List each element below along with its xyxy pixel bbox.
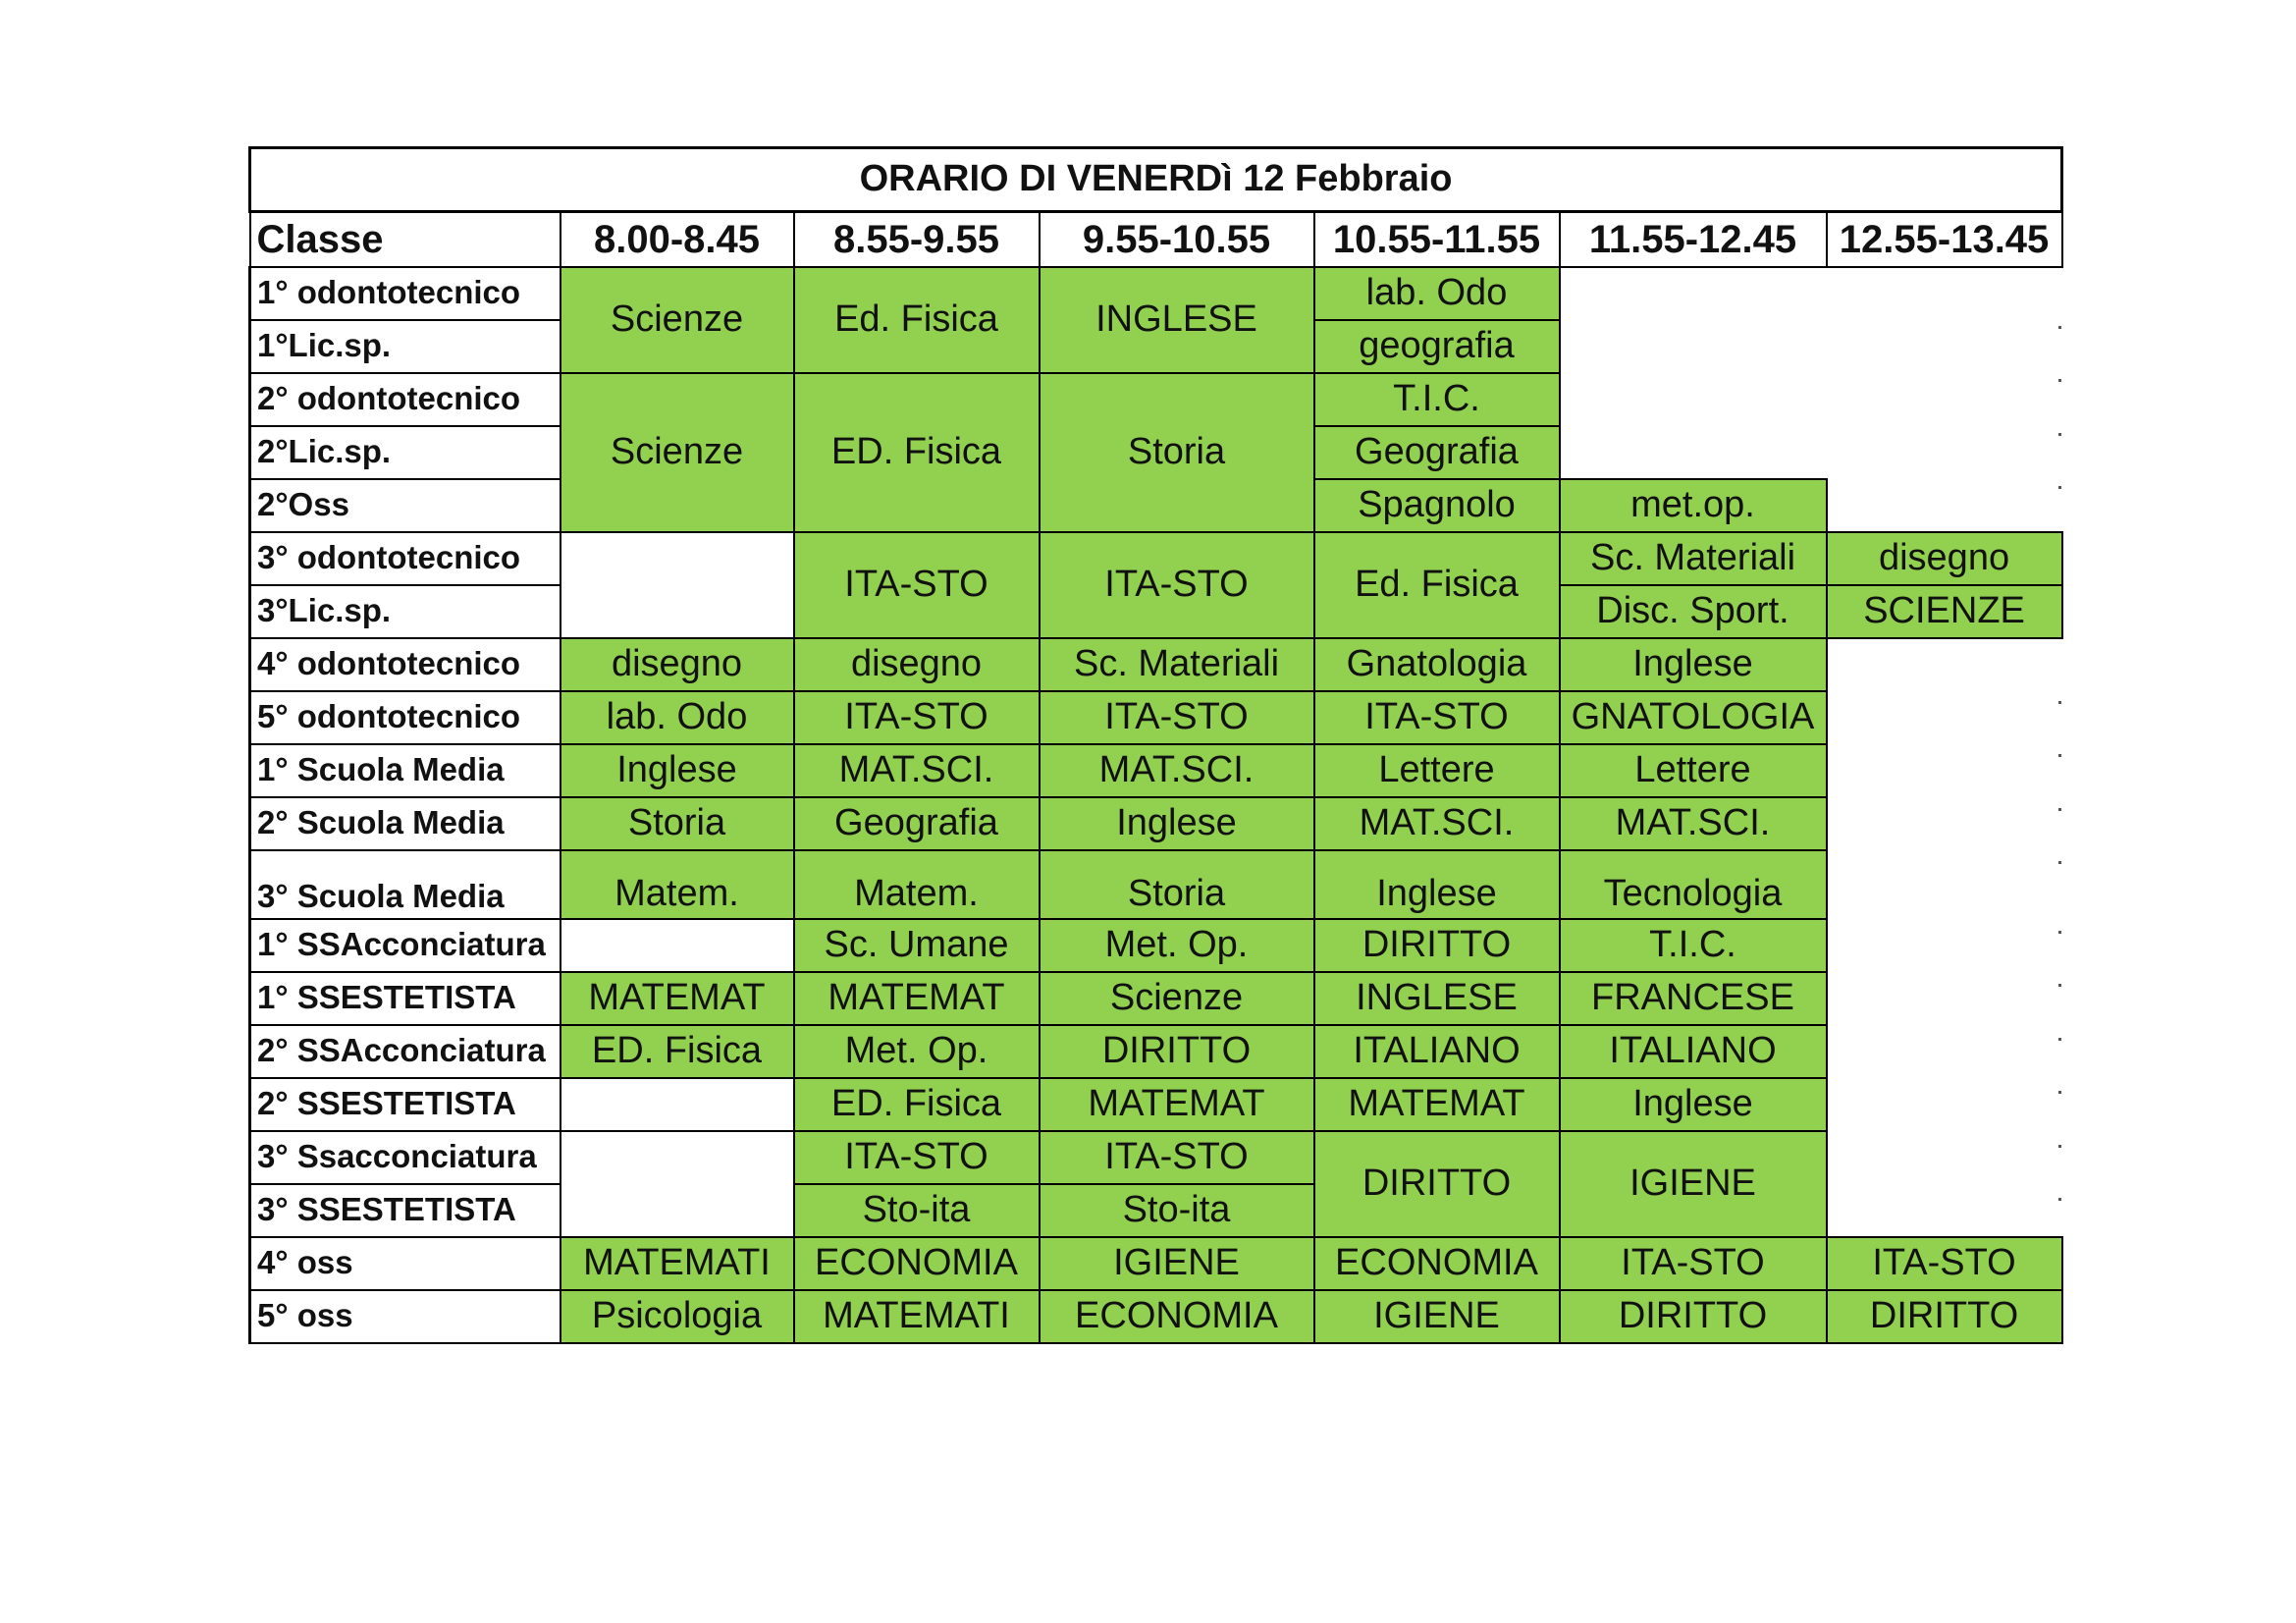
lesson-cell: disegno — [1827, 532, 2062, 585]
table-row — [250, 919, 2062, 972]
lesson-cell: ITA-STO — [794, 532, 1040, 638]
lesson-cell: Storia — [1040, 850, 1314, 919]
lesson-cell: Inglese — [1314, 850, 1560, 919]
lesson-cell: IGIENE — [1314, 1290, 1560, 1343]
lesson-cell: INGLESE — [1040, 267, 1314, 373]
table-row — [250, 797, 2062, 850]
lesson-cell: Storia — [1040, 373, 1314, 532]
lesson-cell: DIRITTO — [1560, 1290, 1827, 1343]
class-label: 2° SSAcconciatura — [250, 1025, 561, 1078]
lesson-cell: Inglese — [1560, 638, 1827, 691]
lesson-cell: INGLESE — [1314, 972, 1560, 1025]
page-title: ORARIO DI VENERDì 12 Febbraio — [250, 148, 2062, 212]
table-row — [250, 267, 2062, 320]
stray-dot — [2058, 379, 2061, 382]
table-row — [250, 638, 2062, 691]
lesson-cell: MATEMAT — [1040, 1078, 1314, 1131]
lesson-cell: Sc. Materiali — [1040, 638, 1314, 691]
lesson-cell: Lettere — [1314, 744, 1560, 797]
table-row — [250, 850, 2062, 919]
stray-dot — [2058, 861, 2061, 864]
class-label: 5° oss — [250, 1290, 561, 1343]
lesson-cell: MATEMAT — [1314, 1078, 1560, 1131]
lesson-cell: MATEMAT — [794, 972, 1040, 1025]
lesson-cell: FRANCESE — [1560, 972, 1827, 1025]
lesson-cell: ITA-STO — [1040, 1131, 1314, 1184]
empty-lesson-cell — [561, 1131, 794, 1237]
stray-dot — [2058, 1145, 2061, 1148]
lesson-cell: Geografia — [1314, 426, 1560, 479]
lesson-cell: Scienze — [561, 373, 794, 532]
class-label: 2° odontotecnico — [250, 373, 561, 426]
lesson-cell: ITA-STO — [1040, 532, 1314, 638]
stray-dot — [2058, 754, 2061, 757]
table-row — [250, 1290, 2062, 1343]
class-label: 5° odontotecnico — [250, 691, 561, 744]
lesson-cell: ECONOMIA — [1040, 1290, 1314, 1343]
lesson-cell: Inglese — [1560, 1078, 1827, 1131]
stray-dot — [2058, 486, 2061, 489]
table-row — [250, 532, 2062, 585]
lesson-cell: IGIENE — [1560, 1131, 1827, 1237]
lesson-cell: ITA-STO — [1314, 691, 1560, 744]
lesson-cell: MATEMATI — [794, 1290, 1040, 1343]
lesson-cell: Geografia — [794, 797, 1040, 850]
lesson-cell: Inglese — [1040, 797, 1314, 850]
lesson-cell: ED. Fisica — [794, 373, 1040, 532]
lesson-cell: Met. Op. — [794, 1025, 1040, 1078]
lesson-cell: ITA-STO — [1040, 691, 1314, 744]
header-slot-5: 11.55-12.45 — [1560, 212, 1827, 267]
lesson-cell: T.I.C. — [1560, 919, 1827, 972]
timetable-sheet — [248, 146, 2060, 1361]
header-slot-4: 10.55-11.55 — [1314, 212, 1560, 267]
header-classe: Classe — [250, 212, 561, 267]
lesson-cell: ED. Fisica — [561, 1025, 794, 1078]
lesson-cell: Scienze — [1040, 972, 1314, 1025]
lesson-cell: IGIENE — [1040, 1237, 1314, 1290]
lesson-cell: Storia — [561, 797, 794, 850]
lesson-cell: ECONOMIA — [1314, 1237, 1560, 1290]
class-label: 3°Lic.sp. — [250, 585, 561, 638]
lesson-cell: DIRITTO — [1827, 1290, 2062, 1343]
class-label: 2° Scuola Media — [250, 797, 561, 850]
empty-area — [1827, 479, 2062, 532]
lesson-cell: MAT.SCI. — [1040, 744, 1314, 797]
lesson-cell: Sto-ita — [794, 1184, 1040, 1237]
header-slot-2: 8.55-9.55 — [794, 212, 1040, 267]
lesson-cell: disegno — [794, 638, 1040, 691]
lesson-cell: Ed. Fisica — [794, 267, 1040, 373]
lesson-cell: Sc. Umane — [794, 919, 1040, 972]
lesson-cell: lab. Odo — [1314, 267, 1560, 320]
lesson-cell: met.op. — [1560, 479, 1827, 532]
empty-lesson-cell — [561, 919, 794, 972]
lesson-cell: disegno — [561, 638, 794, 691]
lesson-cell: Disc. Sport. — [1560, 585, 1827, 638]
class-label: 1° SSESTETISTA — [250, 972, 561, 1025]
schedule-table — [248, 146, 2063, 1344]
class-label: 2°Oss — [250, 479, 561, 532]
header-slot-1: 8.00-8.45 — [561, 212, 794, 267]
class-label: 4° oss — [250, 1237, 561, 1290]
lesson-cell: MAT.SCI. — [794, 744, 1040, 797]
class-label: 4° odontotecnico — [250, 638, 561, 691]
table-row — [250, 1078, 2062, 1131]
lesson-cell: Psicologia — [561, 1290, 794, 1343]
lesson-cell: MATEMATI — [561, 1237, 794, 1290]
lesson-cell: ED. Fisica — [794, 1078, 1040, 1131]
stray-dot — [2058, 808, 2061, 811]
lesson-cell: Scienze — [561, 267, 794, 373]
lesson-cell: Sc. Materiali — [1560, 532, 1827, 585]
class-label: 1°Lic.sp. — [250, 320, 561, 373]
lesson-cell: GNATOLOGIA — [1560, 691, 1827, 744]
table-row — [250, 1237, 2062, 1290]
lesson-cell: geografia — [1314, 320, 1560, 373]
empty-lesson-cell — [561, 1078, 794, 1131]
lesson-cell: T.I.C. — [1314, 373, 1560, 426]
lesson-cell: Matem. — [561, 850, 794, 919]
empty-area — [1827, 638, 2062, 1237]
class-label: 2° SSESTETISTA — [250, 1078, 561, 1131]
stray-dot — [2058, 326, 2061, 329]
class-label: 1° odontotecnico — [250, 267, 561, 320]
table-row — [250, 1131, 2062, 1184]
lesson-cell: ITA-STO — [1560, 1237, 1827, 1290]
lesson-cell: Gnatologia — [1314, 638, 1560, 691]
lesson-cell: Matem. — [794, 850, 1040, 919]
lesson-cell: ITA-STO — [794, 691, 1040, 744]
lesson-cell: ITALIANO — [1314, 1025, 1560, 1078]
empty-area — [1560, 267, 2062, 479]
lesson-cell: MAT.SCI. — [1560, 797, 1827, 850]
lesson-cell: Met. Op. — [1040, 919, 1314, 972]
class-label: 2°Lic.sp. — [250, 426, 561, 479]
header-slot-3: 9.55-10.55 — [1040, 212, 1314, 267]
lesson-cell: ITALIANO — [1560, 1025, 1827, 1078]
empty-lesson-cell — [561, 532, 794, 638]
lesson-cell: Tecnologia — [1560, 850, 1827, 919]
lesson-cell: ITA-STO — [1827, 1237, 2062, 1290]
table-row — [250, 972, 2062, 1025]
table-row — [250, 691, 2062, 744]
lesson-cell: Spagnolo — [1314, 479, 1560, 532]
class-label: 1° SSAcconciatura — [250, 919, 561, 972]
lesson-cell: MAT.SCI. — [1314, 797, 1560, 850]
title-row — [250, 148, 2062, 212]
class-label: 3° Scuola Media — [250, 850, 561, 919]
header-row — [250, 212, 2062, 267]
class-label: 3° Ssacconciatura — [250, 1131, 561, 1184]
lesson-cell: Ed. Fisica — [1314, 532, 1560, 638]
stray-dot — [2058, 931, 2061, 934]
lesson-cell: Inglese — [561, 744, 794, 797]
header-slot-6: 12.55-13.45 — [1827, 212, 2062, 267]
stray-dot — [2058, 1091, 2061, 1094]
lesson-cell: DIRITTO — [1314, 1131, 1560, 1237]
lesson-cell: SCIENZE — [1827, 585, 2062, 638]
stray-dot — [2058, 1038, 2061, 1041]
stray-dot — [2058, 984, 2061, 987]
stray-dot — [2058, 1198, 2061, 1201]
lesson-cell: Sto-ita — [1040, 1184, 1314, 1237]
lesson-cell: ECONOMIA — [794, 1237, 1040, 1290]
lesson-cell: MATEMAT — [561, 972, 794, 1025]
stray-dot — [2058, 701, 2061, 704]
class-label: 3° odontotecnico — [250, 532, 561, 585]
table-row — [250, 744, 2062, 797]
lesson-cell: DIRITTO — [1314, 919, 1560, 972]
class-label: 3° SSESTETISTA — [250, 1184, 561, 1237]
lesson-cell: DIRITTO — [1040, 1025, 1314, 1078]
stray-dot — [2058, 433, 2061, 436]
lesson-cell: lab. Odo — [561, 691, 794, 744]
class-label: 1° Scuola Media — [250, 744, 561, 797]
lesson-cell: Lettere — [1560, 744, 1827, 797]
table-row — [250, 1025, 2062, 1078]
lesson-cell: ITA-STO — [794, 1131, 1040, 1184]
